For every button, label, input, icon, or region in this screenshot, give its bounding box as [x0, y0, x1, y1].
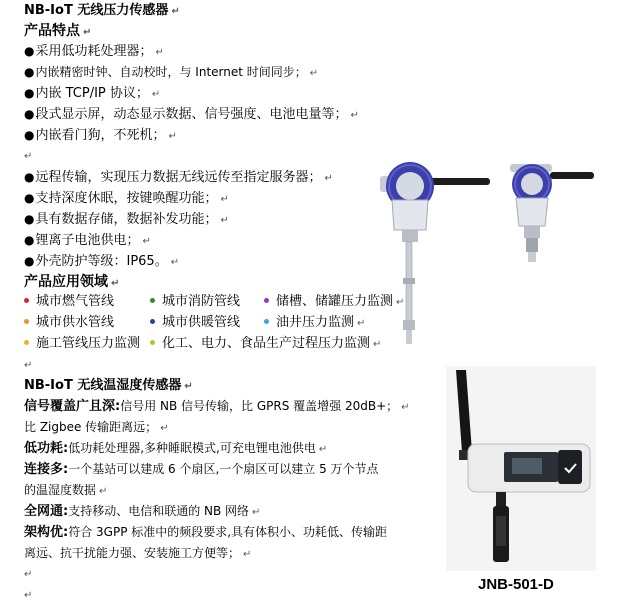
bullet-dot-icon	[24, 298, 29, 303]
spec-continuation: 离远、抗干扰能力强、安装施工方便等； ↵	[24, 546, 252, 560]
feature-item: ●具有数据存储，数据补发功能； ↵	[24, 212, 229, 227]
empty-paragraph: ↵	[24, 151, 33, 162]
features-heading: 产品特点 ↵	[24, 23, 92, 39]
app-item: 化工、电力、食品生产过程压力监测 ↵	[150, 335, 381, 354]
feature-item: ●远程传输，实现压力数据无线远传至指定服务器； ↵	[24, 170, 333, 185]
feature-item: ●采用低功耗处理器； ↵	[24, 44, 164, 59]
bullet-dot-icon	[150, 298, 155, 303]
feature-item: ●支持深度休眠，按键唤醒功能； ↵	[24, 191, 229, 206]
feature-item: ●外壳防护等级：IP65。 ↵	[24, 254, 180, 269]
device-model-label: JNB-501-D	[478, 576, 554, 593]
empty-paragraph: ↵	[24, 590, 33, 601]
empty-paragraph: ↵	[24, 360, 33, 371]
spec-item: 连接多:一个基站可以建成 6 个扇区,一个扇区可以建立 5 万个节点	[24, 462, 379, 477]
temperature-humidity-sensor-photo	[446, 366, 596, 571]
feature-item: ●锂离子电池供电； ↵	[24, 233, 151, 248]
bullet-dot-icon	[24, 319, 29, 324]
feature-item: ●内嵌精密时钟、自动校时，与 Internet 时间同步； ↵	[24, 65, 319, 79]
bullet-dot-icon	[264, 319, 269, 324]
feature-item: ●内嵌看门狗，不死机； ↵	[24, 128, 177, 143]
spec-continuation: 的温湿度数据 ↵	[24, 483, 108, 497]
sensor1-title: NB-IoT 无线压力传感器 ↵	[24, 3, 180, 18]
app-item: 油井压力监测 ↵	[264, 314, 365, 333]
app-item: 施工管线压力监测	[24, 335, 140, 353]
bullet-dot-icon	[24, 340, 29, 345]
bullet-dot-icon	[150, 319, 155, 324]
applications-heading: 产品应用领域 ↵	[24, 274, 120, 290]
spec-continuation: 比 Zigbee 传输距离远； ↵	[24, 420, 169, 434]
app-item: 城市燃气管线	[24, 293, 114, 311]
feature-item: ●内嵌 TCP/IP 协议； ↵	[24, 86, 161, 101]
spec-item: 架构优:符合 3GPP 标准中的频段要求,具有体积小、功耗低、传输距	[24, 525, 388, 540]
app-item: 城市供暖管线	[150, 314, 240, 332]
spec-item: 低功耗:低功耗处理器,多种睡眠模式,可充电锂电池供电 ↵	[24, 441, 328, 456]
pressure-sensor-short-probe-photo	[500, 158, 596, 268]
pressure-sensor-long-probe-photo	[372, 160, 492, 350]
spec-item: 全网通:支持移动、电信和联通的 NB 网络 ↵	[24, 504, 261, 519]
bullet-dot-icon	[150, 340, 155, 345]
empty-paragraph: ↵	[24, 569, 33, 580]
app-item: 城市消防管线	[150, 293, 240, 311]
app-item: 储槽、储罐压力监测 ↵	[264, 293, 404, 312]
bullet-dot-icon	[264, 298, 269, 303]
spec-item: 信号覆盖广且深:信号用 NB 信号传输，比 GPRS 覆盖增强 20dB+； ↵	[24, 399, 410, 414]
sensor2-title: NB-IoT 无线温湿度传感器 ↵	[24, 378, 193, 393]
app-item: 城市供水管线	[24, 314, 114, 332]
feature-item: ●段式显示屏，动态显示数据、信号强度、电池电量等； ↵	[24, 107, 359, 122]
